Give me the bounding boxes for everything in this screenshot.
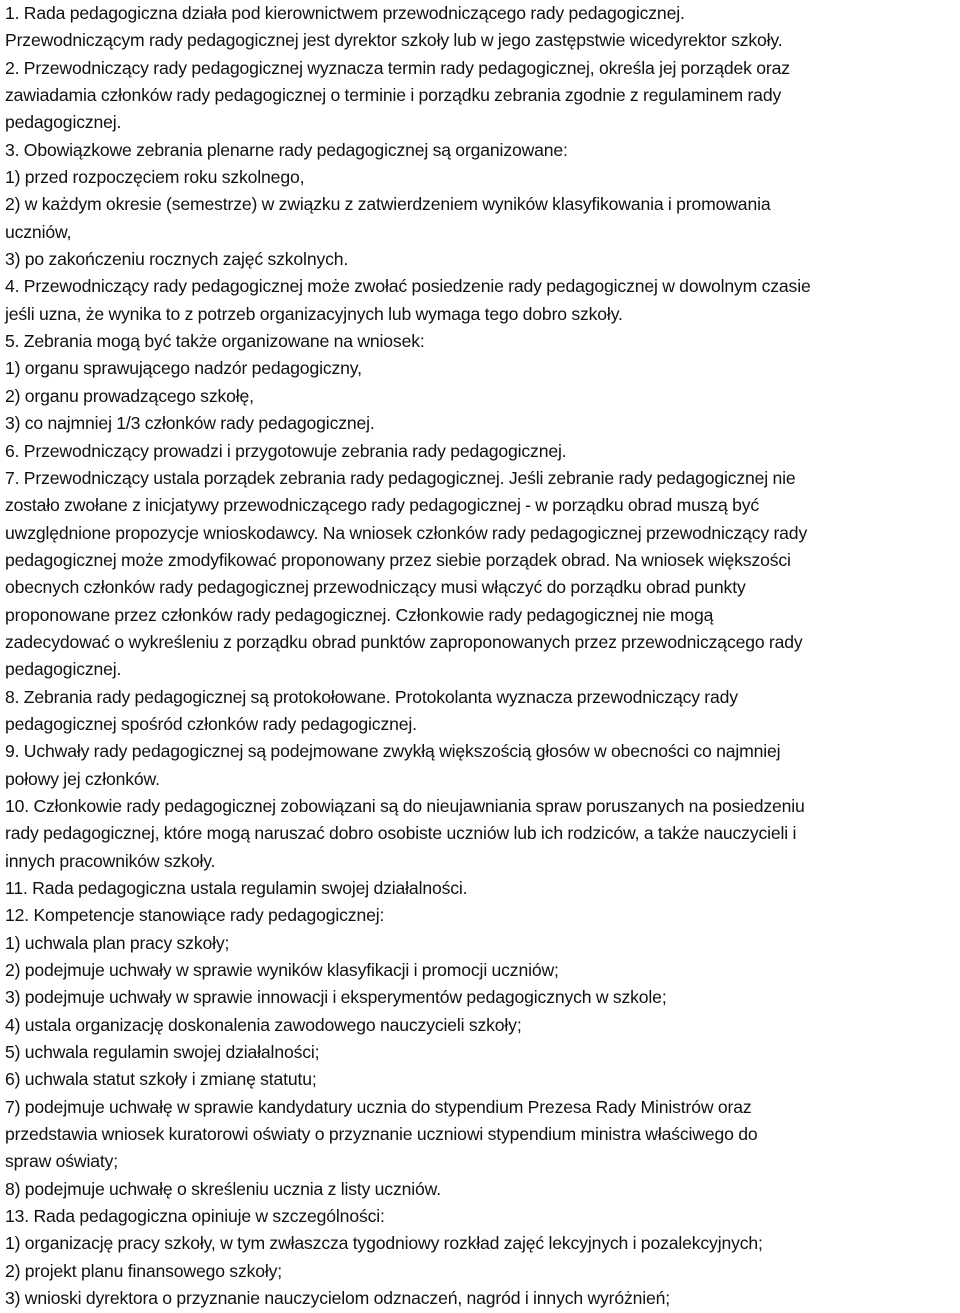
text-line: uczniów, — [5, 221, 72, 242]
text-line: obecnych członków rady pedagogicznej przewodniczący musi włączyć do porządku obrad punkty — [5, 577, 746, 598]
text-line: 2) projekt planu finansowego szkoły; — [5, 1260, 283, 1281]
text-line: zawiadamia członków rady pedagogicznej o terminie i porządku zebrania zgodnie z regulaminem rady — [5, 85, 782, 106]
text-line: 1) organu sprawującego nadzór pedagogiczny, — [5, 358, 362, 379]
text-line: 4) ustala organizację doskonalenia zawodowego nauczycieli szkoły; — [5, 1014, 522, 1035]
text-line: 1) przed rozpoczęciem roku szkolnego, — [5, 167, 305, 188]
text-line: 3) co najmniej 1/3 członków rady pedagogicznej. — [5, 413, 375, 434]
text-line: przedstawia wniosek kuratorowi oświaty o przyznanie uczniowi stypendium ministra właściwego do — [5, 1124, 758, 1145]
text-line: rady pedagogicznej, które mogą naruszać dobro osobiste uczniów lub ich rodziców, a także nauczycieli i — [5, 823, 797, 844]
text-line: innych pracowników szkoły. — [5, 850, 216, 871]
text-line: 3) podejmuje uchwały w sprawie innowacji i eksperymentów pedagogicznych w szkole; — [5, 987, 667, 1008]
text-line: pedagogicznej może zmodyfikować proponowany przez siebie porządek obrad. Na wniosek większości — [5, 549, 791, 570]
text-line: proponowane przez członków rady pedagogicznej. Członkowie rady pedagogicznej nie mogą — [5, 604, 714, 625]
text-line: 6. Przewodniczący prowadzi i przygotowuje zebrania rady pedagogicznej. — [5, 440, 567, 461]
text-line: uwzględnione propozycje wnioskodawcy. Na wniosek członków rady pedagogicznej przewodniczący rady — [5, 522, 808, 543]
text-line: zostało zwołane z inicjatywy przewodniczącego rady pedagogicznej - w porządku obrad muszą być — [5, 495, 760, 516]
text-line: 1) uchwala plan pracy szkoły; — [5, 932, 230, 953]
text-line: 13. Rada pedagogiczna opiniuje w szczególności: — [5, 1206, 385, 1227]
text-line: 3. Obowiązkowe zebrania plenarne rady pedagogicznej są organizowane: — [5, 139, 568, 160]
text-line: 3) po zakończeniu rocznych zajęć szkolnych. — [5, 249, 349, 270]
text-line: pedagogicznej. — [5, 112, 122, 133]
text-line: 5) uchwala regulamin swojej działalności; — [5, 1042, 320, 1063]
text-line: 11. Rada pedagogiczna ustala regulamin swojej działalności. — [5, 878, 468, 898]
text-line: 2) podejmuje uchwały w sprawie wyników klasyfikacji i promocji uczniów; — [5, 960, 559, 981]
text-line: 8. Zebrania rady pedagogicznej są protokołowane. Protokolanta wyznacza przewodniczący rady — [5, 686, 738, 707]
text-line: 2. Przewodniczący rady pedagogicznej wyznacza termin rady pedagogicznej, określa jej porządek oraz — [5, 57, 790, 78]
text-line: zadecydować o wykreśleniu z porządku obrad punktów zaproponowanych przez przewodniczącego rady — [5, 631, 803, 652]
text-line: pedagogicznej spośród członków rady pedagogicznej. — [5, 713, 417, 734]
text-line: 12. Kompetencje stanowiące rady pedagogicznej: — [5, 905, 385, 926]
text-line: 9. Uchwały rady pedagogicznej są podejmowane zwykłą większością głosów w obecności co najmniej — [5, 741, 781, 762]
text-line: 3) wnioski dyrektora o przyznanie nauczycielom odznaczeń, nagród i innych wyróżnień; — [5, 1288, 671, 1309]
text-line: połowy jej członków. — [5, 768, 160, 789]
text-line: jeśli uzna, że wynika to z potrzeb organizacyjnych lub wymaga tego dobro szkoły. — [5, 303, 623, 324]
text-line: 10. Członkowie rady pedagogicznej zobowiązani są do nieujawniania spraw poruszanych na posiedzeniu — [5, 795, 805, 816]
text-line: 7. Przewodniczący ustala porządek zebrania rady pedagogicznej. Jeśli zebranie rady pedagogicznej nie — [5, 467, 796, 488]
text-line: 5. Zebrania mogą być także organizowane na wniosek: — [5, 331, 425, 352]
text-line: 4. Przewodniczący rady pedagogicznej może zwołać posiedzenie rady pedagogicznej w dowolnym czasie — [5, 276, 811, 297]
text-line: 6) uchwala statut szkoły i zmianę statutu; — [5, 1069, 317, 1090]
text-line: 2) w każdym okresie (semestrze) w związku z zatwierdzeniem wyników klasyfikowania i promowania — [5, 194, 771, 215]
text-line: pedagogicznej. — [5, 659, 122, 680]
text-line: Przewodniczącym rady pedagogicznej jest dyrektor szkoły lub w jego zastępstwie wicedyrektor szkoły. — [5, 30, 783, 51]
text-line: 1) organizację pracy szkoły, w tym zwłaszcza tygodniowy rozkład zajęć lekcyjnych i pozalekcyjnych; — [5, 1233, 763, 1254]
text-line: 8) podejmuje uchwałę o skreśleniu ucznia z listy uczniów. — [5, 1178, 441, 1199]
text-line: 2) organu prowadzącego szkołę, — [5, 385, 254, 406]
text-line: 7) podejmuje uchwałę w sprawie kandydatury ucznia do stypendium Prezesa Rady Ministrów oraz — [5, 1096, 752, 1117]
text-line: 1. Rada pedagogiczna działa pod kierownictwem przewodniczącego rady pedagogicznej. — [5, 3, 685, 23]
text-line: spraw oświaty; — [5, 1151, 118, 1172]
